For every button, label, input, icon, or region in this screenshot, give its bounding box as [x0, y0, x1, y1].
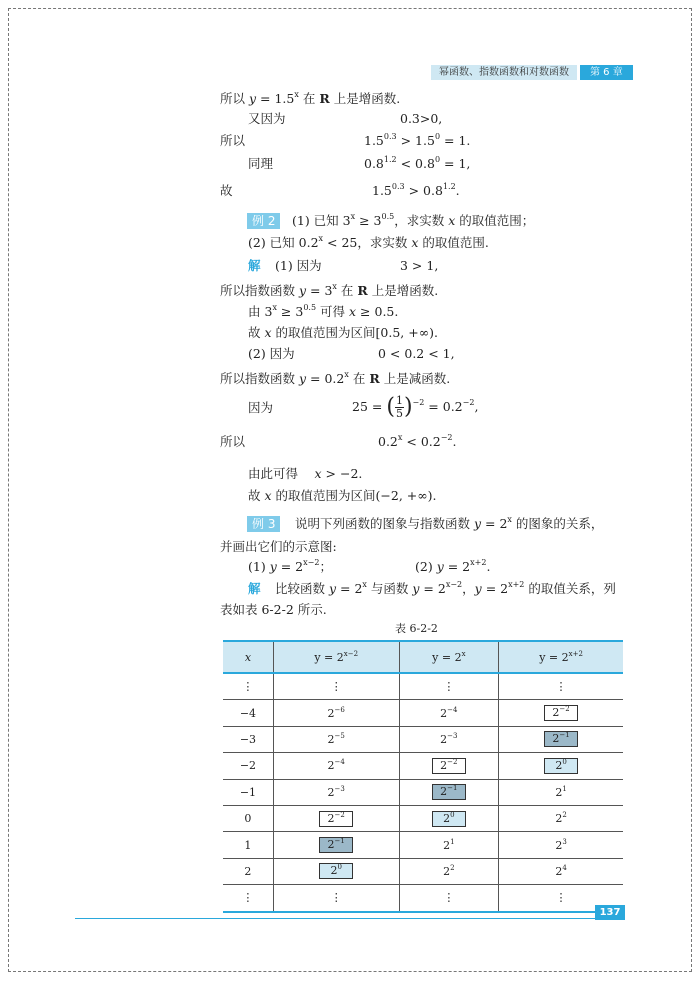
running-header: [431, 65, 633, 80]
text-segment: = 2: [419, 581, 446, 596]
highlight-box: [432, 784, 466, 800]
cell-base: −1: [239, 785, 257, 799]
highlight-box: [544, 731, 578, 747]
text-segment: > 1.5: [396, 133, 435, 148]
table-cell: [273, 832, 399, 858]
highlight-box: [432, 811, 466, 827]
cell-base: 2: [443, 838, 451, 852]
table-cell: [399, 805, 499, 831]
text-segment: 故: [248, 325, 265, 340]
text-segment: ≥ 3: [355, 213, 382, 228]
cell-base: 2: [443, 864, 451, 878]
text-line: [275, 581, 616, 597]
text-segment: 所以: [220, 133, 246, 148]
example-3-badge: 例 3: [247, 516, 280, 532]
cell-base: 2: [443, 811, 451, 825]
cell-exponent: −1: [334, 837, 345, 846]
cell-exponent: −1: [447, 784, 458, 793]
table-cell: [499, 753, 623, 779]
text-line: [220, 91, 400, 107]
text-segment: .: [455, 183, 460, 198]
cell-base: 2: [327, 838, 335, 852]
cell-base: 2: [327, 706, 335, 720]
text-segment: = 3: [306, 283, 333, 298]
math-line-fraction: [352, 392, 478, 423]
cell-exponent: −4: [334, 758, 345, 767]
cell-base: ⋮: [443, 891, 455, 905]
text-segment: 比较函数: [275, 581, 329, 596]
cell-exponent: 1: [562, 784, 567, 793]
text-segment: < 0.8: [396, 156, 435, 171]
superscript: x+2: [508, 580, 525, 589]
variable: y: [248, 91, 257, 106]
cell-base: 2: [330, 864, 338, 878]
text-segment: ；: [319, 559, 332, 574]
exponent: −2: [462, 398, 475, 407]
table-row: [223, 779, 623, 805]
variable: y: [473, 516, 482, 531]
superscript: x: [332, 282, 337, 291]
bold-symbol: R: [369, 371, 380, 386]
variable: x: [264, 325, 272, 340]
text-line: [220, 434, 245, 450]
text-segment: 0.3>0,: [400, 111, 443, 126]
footer-rule: [75, 918, 595, 919]
text-line: [248, 304, 398, 320]
denominator: 5: [395, 407, 403, 420]
cell-base: 2: [327, 785, 335, 799]
table-cell: [223, 858, 273, 884]
table-cell: [223, 726, 273, 752]
cell-exponent: x−2: [343, 649, 359, 658]
bold-symbol: R: [357, 283, 368, 298]
cell-base: 2: [552, 706, 560, 720]
text-segment: 所以指数函数: [220, 283, 299, 298]
variable: y: [474, 581, 482, 596]
text-segment: 的取值范围为区间(−2, +∞).: [271, 488, 437, 503]
text-segment: (2) 因为: [248, 346, 295, 361]
table-cell: [223, 832, 273, 858]
left-paren: (: [386, 394, 395, 420]
table-header-cell: [273, 641, 399, 673]
rhs: = 0.2: [424, 399, 463, 414]
variable: y: [269, 559, 277, 574]
numerator: 1: [395, 394, 403, 407]
table-cell: [273, 753, 399, 779]
text-line: [248, 400, 273, 416]
superscript: 1.2: [442, 182, 456, 191]
table-cell: [499, 858, 623, 884]
text-segment: 并画出它们的示意图:: [220, 539, 337, 554]
cell-base: 1: [244, 838, 252, 852]
text-segment: 表如表 6-2-2 所示.: [220, 602, 327, 617]
table-cell: [273, 673, 399, 700]
table-cell: [223, 700, 273, 726]
text-segment: = 2: [481, 516, 508, 531]
cell-base: 2: [440, 732, 448, 746]
highlight-box: [432, 758, 466, 774]
variable: y: [328, 581, 337, 596]
solution-label: 解: [248, 581, 261, 596]
text-segment: = 2: [443, 559, 471, 574]
math-line: [364, 156, 470, 172]
bold-symbol: R: [319, 91, 330, 106]
table-cell: [223, 805, 273, 831]
page-number: 137: [595, 905, 625, 920]
cell-exponent: 2: [562, 811, 567, 820]
text-segment: > −2.: [321, 466, 363, 481]
cell-exponent: 2: [450, 863, 455, 872]
text-segment: 1.5: [364, 133, 384, 148]
text-segment: = 2: [336, 581, 363, 596]
text-line: [248, 325, 438, 341]
math-line: [400, 258, 438, 274]
text-line: [415, 559, 490, 575]
text-segment: ≥ 3: [276, 304, 304, 319]
table-cell: [399, 885, 499, 912]
text-line: [220, 283, 438, 299]
cell-base: −2: [239, 759, 257, 773]
text-segment: 由此可得: [248, 466, 315, 481]
cell-base: 2: [327, 811, 335, 825]
cell-exponent: −2: [559, 705, 570, 714]
cell-base: ⋮: [330, 891, 342, 905]
text-segment: 的图象的关系，: [511, 516, 604, 531]
cell-base: 2: [555, 864, 563, 878]
table-cell: [399, 726, 499, 752]
text-segment: 0.2: [378, 434, 398, 449]
text-segment: 因为: [248, 400, 274, 415]
cell-base: ⋮: [555, 680, 567, 694]
text-line: [220, 602, 327, 618]
text-line: [220, 183, 233, 199]
cell-exponent: x: [461, 649, 466, 658]
text-line: [248, 346, 295, 362]
text-segment: (2): [415, 559, 437, 574]
table-header-cell: [399, 641, 499, 673]
table-row: [223, 885, 623, 912]
text-segment: = 2: [276, 559, 304, 574]
text-segment: .: [452, 434, 457, 449]
cell-base: 2: [244, 864, 252, 878]
table-body: [223, 673, 623, 912]
variable: x: [264, 488, 272, 503]
text-segment: 同理: [248, 156, 274, 171]
table-cell: [223, 673, 273, 700]
cell-base: ⋮: [330, 680, 342, 694]
exponent: −2: [412, 398, 425, 407]
math-line: [372, 183, 460, 199]
text-segment: 的取值范围为区间[0.5, +∞).: [271, 325, 438, 340]
table-cell: [499, 805, 623, 831]
superscript: x: [344, 370, 349, 379]
table-cell: [273, 858, 399, 884]
superscript: 1.2: [383, 155, 397, 164]
cell-exponent: 0: [562, 757, 567, 766]
cell-exponent: x+2: [568, 649, 583, 658]
cell-base: y = 2: [539, 650, 569, 664]
cell-base: 2: [555, 758, 563, 772]
math-line: [364, 133, 470, 149]
variable: x: [349, 304, 357, 319]
text-line: [220, 133, 245, 149]
cell-exponent: −3: [447, 731, 458, 740]
superscript: 0: [434, 155, 441, 164]
cell-base: 2: [440, 706, 448, 720]
text-segment: 所以指数函数: [220, 371, 299, 386]
text-line: [220, 371, 450, 387]
text-segment: 故: [248, 488, 265, 503]
text-segment: 所以: [220, 91, 249, 106]
table-caption: 表 6-2-2: [395, 622, 438, 635]
table-cell: [399, 700, 499, 726]
table-cell: [399, 832, 499, 858]
highlight-box: [319, 863, 353, 879]
text-segment: = 2: [481, 581, 509, 596]
superscript: 0.5: [303, 303, 317, 312]
cell-exponent: −6: [334, 705, 345, 714]
variable: y: [298, 283, 307, 298]
right-paren: ): [403, 394, 413, 420]
text-segment: ，求实数: [394, 213, 449, 228]
header-title: 幂函数、指数函数和对数函数: [431, 65, 577, 80]
text-segment: 所以: [220, 434, 246, 449]
superscript: 0: [434, 132, 441, 141]
cell-base: 2: [552, 732, 560, 746]
table-cell: [273, 726, 399, 752]
text-line: [248, 466, 362, 482]
superscript: x: [397, 433, 403, 442]
variable: x: [448, 213, 456, 228]
cell-exponent: −2: [334, 810, 345, 819]
text-segment: 又因为: [248, 111, 286, 126]
table-row: [223, 832, 623, 858]
variable: x: [411, 235, 419, 250]
highlight-box: [544, 705, 578, 721]
superscript: x: [272, 303, 277, 312]
cell-base: 2: [327, 759, 335, 773]
table-cell: [273, 779, 399, 805]
text-line: [275, 258, 322, 274]
text-line: [248, 156, 273, 172]
text-segment: (1) 已知 3: [292, 213, 351, 228]
cell-base: ⋮: [242, 680, 254, 694]
cell-exponent: −5: [334, 731, 345, 740]
table-header-cell: [499, 641, 623, 673]
text-segment: 与函数: [366, 581, 413, 596]
text-segment: ≥ 0.5.: [356, 304, 399, 319]
text-line: [248, 235, 489, 251]
text-segment: = 1.5: [256, 91, 295, 106]
text-segment: ，: [462, 581, 475, 596]
superscript: x: [318, 234, 324, 243]
cell-exponent: −2: [447, 757, 458, 766]
superscript: x−2: [445, 580, 463, 589]
solution-label: 解: [248, 258, 261, 273]
variable: y: [412, 581, 420, 596]
text-segment: 由 3: [248, 304, 273, 319]
table-header-cell: [223, 641, 273, 673]
text-segment: 3 > 1,: [400, 258, 439, 273]
text-segment: 在: [336, 283, 358, 298]
superscript: 0.3: [383, 132, 397, 141]
superscript: 0.3: [391, 182, 405, 191]
punct: ,: [474, 399, 479, 414]
superscript: x: [294, 90, 299, 99]
text-segment: 的取值关系，列: [524, 581, 616, 596]
table-row: [223, 726, 623, 752]
table-cell: [273, 700, 399, 726]
cell-base: 2: [440, 758, 448, 772]
text-line: [295, 516, 603, 532]
text-segment: 故: [220, 183, 233, 198]
table-cell: [399, 673, 499, 700]
text-segment: 0.8: [364, 156, 384, 171]
cell-base: 2: [555, 812, 563, 826]
text-segment: 可得: [316, 304, 350, 319]
lhs: 25 =: [352, 399, 383, 414]
superscript: x: [362, 580, 367, 589]
superscript: 0.5: [381, 212, 395, 221]
cell-base: 2: [440, 785, 448, 799]
text-line: [220, 539, 337, 555]
table-cell: [273, 885, 399, 912]
cell-exponent: −1: [559, 731, 570, 740]
text-segment: > 0.8: [404, 183, 443, 198]
table-row: [223, 673, 623, 700]
superscript: −2: [440, 433, 453, 442]
highlight-box: [319, 837, 353, 853]
text-segment: 上是增函数.: [329, 91, 401, 106]
table-row: [223, 858, 623, 884]
table-cell: [273, 805, 399, 831]
text-segment: = 1,: [440, 156, 471, 171]
fraction: [395, 395, 404, 420]
text-segment: .: [486, 559, 491, 574]
example-2-badge: 例 2: [247, 213, 280, 229]
text-segment: 在: [348, 371, 370, 386]
text-segment: 上是减函数.: [379, 371, 451, 386]
math-line: [400, 111, 442, 127]
variable: y: [436, 559, 444, 574]
text-segment: = 0.2: [306, 371, 345, 386]
cell-exponent: 3: [562, 837, 567, 846]
text-segment: 的取值范围；: [455, 213, 535, 228]
cell-base: 2: [555, 785, 563, 799]
text-segment: 1.5: [372, 183, 392, 198]
text-segment: < 0.2: [402, 434, 441, 449]
cell-exponent: −4: [447, 705, 458, 714]
cell-base: y = 2: [432, 650, 462, 664]
math-line: [378, 434, 457, 450]
text-segment: = 1.: [440, 133, 471, 148]
cell-base: ⋮: [555, 891, 567, 905]
cell-base: 2: [555, 838, 563, 852]
table-cell: [499, 700, 623, 726]
table-header-row: [223, 641, 623, 673]
table-row: [223, 700, 623, 726]
cell-base: ⋮: [443, 680, 455, 694]
table-cell: [223, 753, 273, 779]
superscript: x+2: [470, 558, 487, 567]
variable: y: [298, 371, 307, 386]
text-line: [248, 111, 286, 127]
cell-exponent: 0: [450, 810, 455, 819]
table-cell: [223, 779, 273, 805]
highlight-box: [319, 811, 353, 827]
cell-base: 0: [244, 812, 252, 826]
cell-exponent: 0: [337, 863, 342, 872]
text-segment: 的取值范围.: [418, 235, 489, 250]
variable: x: [244, 650, 252, 664]
text-segment: 在: [298, 91, 320, 106]
table-cell: [399, 779, 499, 805]
text-segment: 上是增函数.: [367, 283, 439, 298]
text-segment: (2) 已知 0.2: [248, 235, 319, 250]
superscript: x−2: [303, 558, 320, 567]
table-cell: [223, 885, 273, 912]
cell-base: −4: [239, 706, 257, 720]
table-cell: [499, 673, 623, 700]
cell-base: −3: [239, 732, 257, 746]
chapter-label: 第 6 章: [580, 65, 633, 80]
text-segment: < 25，求实数: [323, 235, 412, 250]
cell-exponent: 1: [450, 837, 455, 846]
table-row: [223, 805, 623, 831]
text-segment: 0 < 0.2 < 1,: [378, 346, 455, 361]
table-cell: [399, 753, 499, 779]
text-line: [248, 488, 437, 504]
cell-exponent: 4: [562, 863, 567, 872]
table-cell: [499, 779, 623, 805]
text-line: [248, 559, 332, 575]
values-table: [223, 640, 623, 913]
cell-base: ⋮: [242, 891, 254, 905]
table-cell: [499, 832, 623, 858]
superscript: x: [350, 212, 356, 221]
superscript: x: [507, 515, 512, 524]
text-line: [292, 213, 534, 229]
math-line: [378, 346, 455, 362]
text-segment: (1): [248, 559, 270, 574]
cell-exponent: −3: [334, 784, 345, 793]
cell-base: 2: [327, 732, 335, 746]
highlight-box: [544, 758, 578, 774]
text-segment: 说明下列函数的图象与指数函数: [295, 516, 474, 531]
table-cell: [499, 726, 623, 752]
table-cell: [399, 858, 499, 884]
cell-base: y = 2: [314, 650, 344, 664]
variable: x: [314, 466, 322, 481]
text-segment: (1) 因为: [275, 258, 322, 273]
table-row: [223, 753, 623, 779]
